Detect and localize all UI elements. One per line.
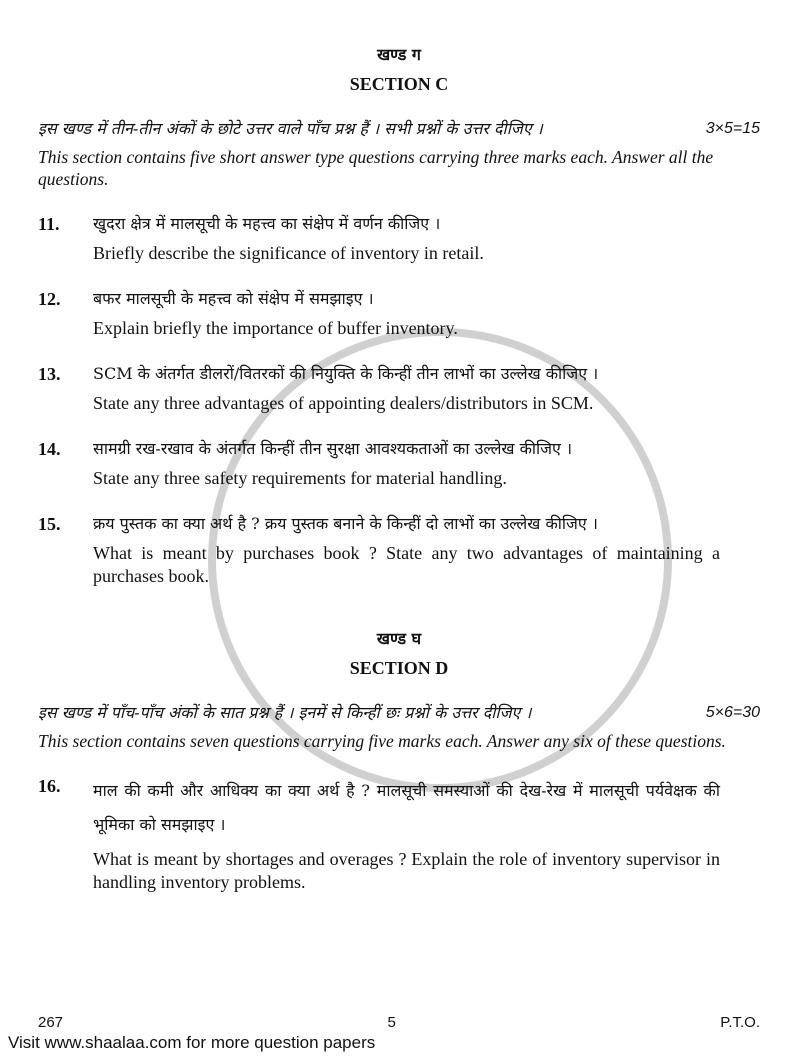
question-english: Explain briefly the importance of buffer inventory.: [93, 318, 458, 338]
please-turn-over: P.T.O.: [720, 1014, 760, 1031]
section-d-instruction: This section contains seven questions carrying five marks each. Answer any six of these questions.: [38, 731, 726, 751]
question-number: 16.: [38, 776, 61, 796]
question-hindi: माल की कमी और आधिक्य का क्या अर्थ है ? मालसूची समस्याओं की देख-रेख में मालसूची पर्यवेक्षक की भूमिका को समझाइए ।: [93, 781, 720, 834]
question-number: 12.: [38, 289, 61, 309]
question: [38, 212, 760, 265]
question-hindi: खुदरा क्षेत्र में मालसूची के महत्त्व का संक्षेप में वर्णन कीजिए ।: [93, 214, 441, 233]
question: [38, 512, 760, 588]
question: [38, 774, 760, 894]
question-hindi: क्रय पुस्तक का क्या अर्थ है ? क्रय पुस्तक बनाने के किन्हीं दो लाभों का उल्लेख कीजिए ।: [93, 514, 598, 533]
question-hindi: सामग्री रख-रखाव के अंतर्गत किन्हीं तीन सुरक्षा आवश्यकताओं का उल्लेख कीजिए ।: [93, 439, 573, 458]
section-c-instruction-hindi: इस खण्ड में तीन-तीन अंकों के छोटे उत्तर वाले पाँच प्रश्न हैं । सभी प्रश्नों के उत्तर दीजिए ।: [38, 119, 543, 138]
page-number: 5: [387, 1014, 396, 1031]
question-hindi: SCM के अंतर्गत डीलरों/वितरकों की नियुक्ति के किन्हीं तीन लाभों का उल्लेख कीजिए ।: [93, 364, 599, 383]
section-c-title: SECTION C: [349, 74, 449, 94]
question-english: Briefly describe the significance of inventory in retail.: [93, 243, 484, 263]
question-number: 15.: [38, 514, 61, 534]
footer: [38, 1014, 760, 1032]
section-d-instruction-row: [38, 702, 760, 724]
question-number: 14.: [38, 439, 61, 459]
section-d-marks: 5×6=30: [705, 704, 760, 721]
section-c-title-hindi: खण्ड ग: [377, 45, 421, 64]
visit-link[interactable]: Visit www.shaalaa.com for more question papers: [8, 1033, 376, 1052]
section-d-instruction-hindi: इस खण्ड में पाँच-पाँच अंकों के सात प्रश्न हैं । इनमें से किन्हीं छः प्रश्नों के उत्तर दीजिए ।: [38, 703, 532, 722]
question-english: What is meant by shortages and overages ? Explain the role of inventory supervisor in handling inventory problems.: [93, 849, 720, 892]
question-english: What is meant by purchases book ? State any two advantages of maintaining a purchases book.: [93, 543, 720, 586]
section-d-title-hindi: खण्ड घ: [376, 629, 422, 648]
section-c-instruction: This section contains five short answer type questions carrying three marks each. Answer all the questions.: [38, 147, 714, 189]
section-c-marks: 3×5=15: [705, 120, 760, 137]
section-d-title: SECTION D: [349, 658, 449, 678]
question-number: 13.: [38, 364, 61, 384]
question-english: State any three advantages of appointing dealers/distributors in SCM.: [93, 393, 594, 413]
paper-code: 267: [38, 1014, 64, 1031]
question-hindi: बफर मालसूची के महत्त्व को संक्षेप में समझाइए ।: [93, 289, 374, 308]
question-english: State any three safety requirements for material handling.: [93, 468, 507, 488]
question: [38, 437, 760, 490]
question: [38, 287, 760, 340]
section-c-instruction-row: [38, 118, 760, 140]
question-number: 11.: [38, 214, 60, 234]
question: [38, 362, 760, 415]
